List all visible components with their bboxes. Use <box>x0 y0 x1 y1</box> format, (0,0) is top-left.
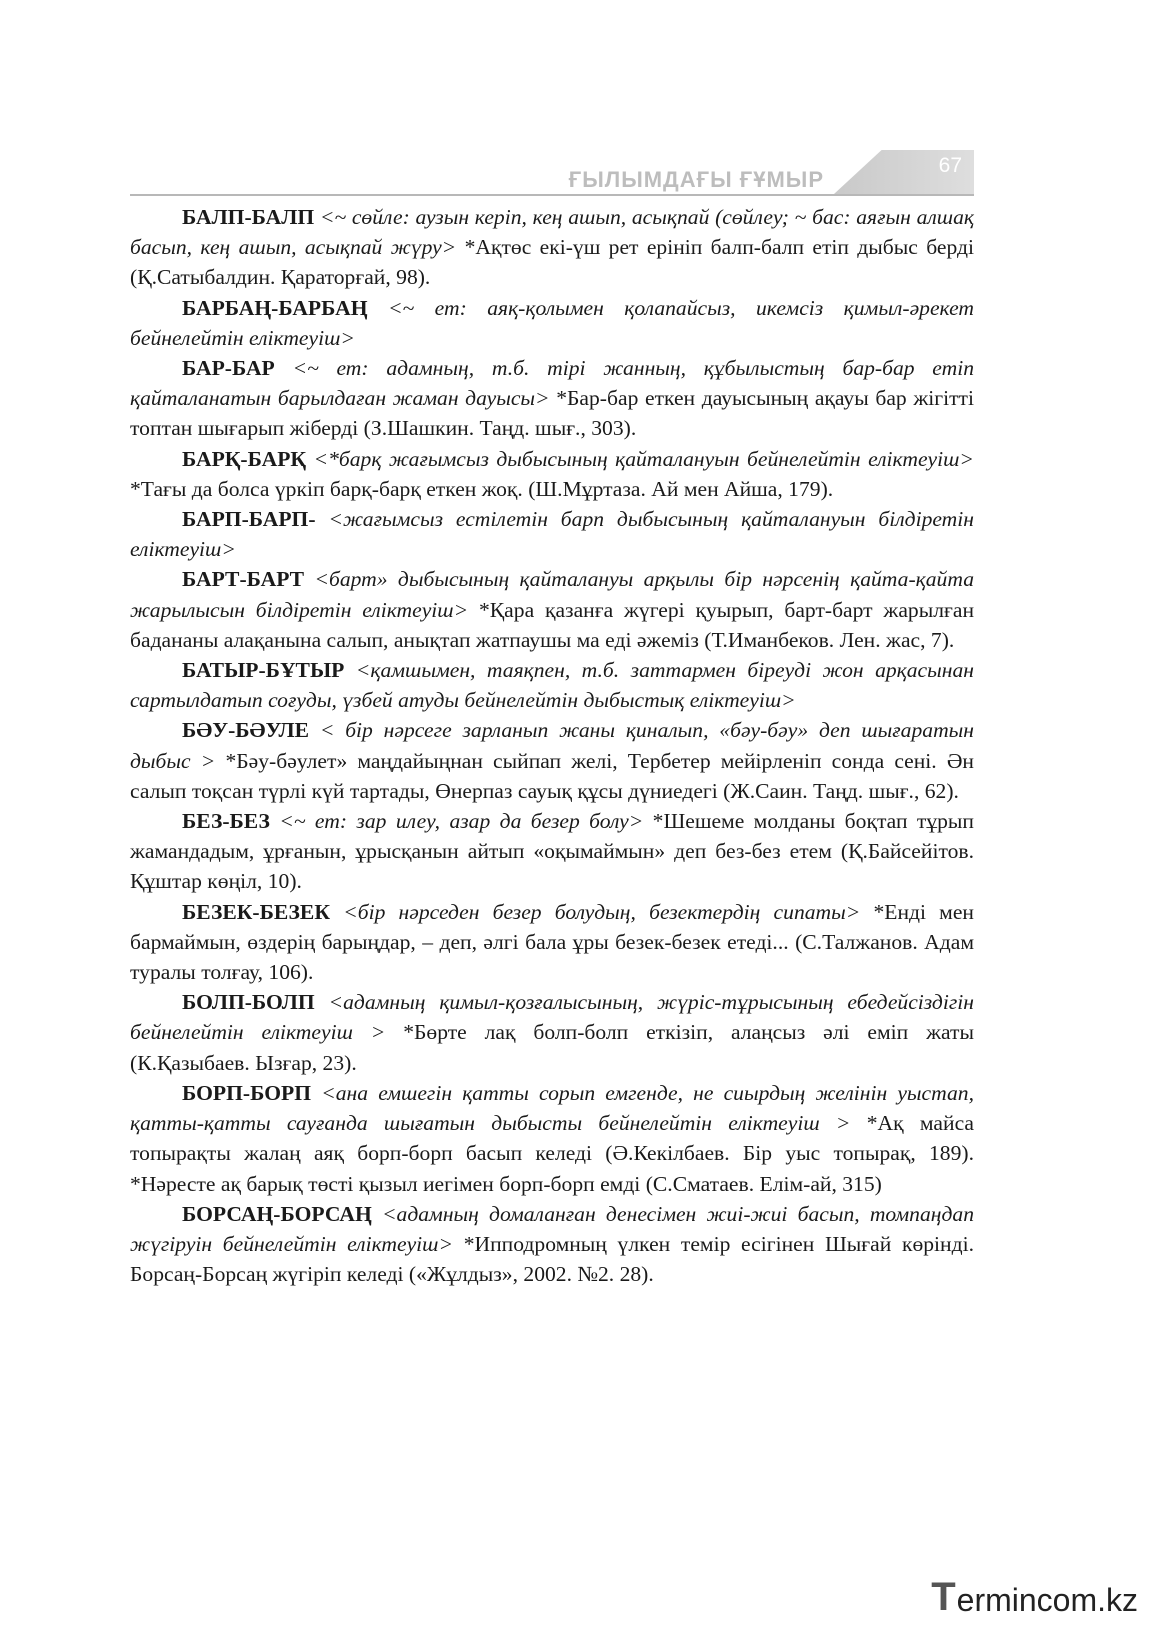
entry-headword: БАРБАҢ-БАРБАҢ <box>182 295 368 320</box>
entry-headword: БАР-БАР <box>182 356 275 381</box>
entry-headword: БАРҚ-БАРҚ <box>182 446 307 471</box>
entry-definition: <*барқ жағымсыз дыбысының қайталануын бейнелейтін еліктеуіш> <box>306 446 974 471</box>
entry-example: *Ақтөс екі-үш рет ерініп балп-балп етіп дыбыс берді (Қ.Сатыбалдин. Қараторғай, 98). <box>130 235 975 290</box>
entry-definition: < бір нәрсеге зарланып жаны қиналып, «бәу-бәу» деп шығаратын дыбыс > <box>130 718 974 773</box>
dictionary-entry <box>130 1199 974 1290</box>
dictionary-entry <box>130 1078 974 1199</box>
entry-definition: <жағымсыз естілетін барп дыбысының қайталануын білдіретін еліктеуіш> <box>130 507 974 562</box>
entry-example: *Бар-бар еткен дауысының ақауы бар жігітті топтан шығарып жіберді (З.Шашкин. Таңд. шығ., 303). <box>130 386 974 441</box>
entry-definition: <адамның қимыл-қозғалысының, жүріс-тұрысының ебедейсіздігін бейнелейтін еліктеуіш > <box>130 990 974 1045</box>
entry-definition: <бір нәрседен безер болудың, безектердің сипаты> <box>330 899 861 924</box>
entry-example: *Қара қазанға жүгері қуырып, барт-барт жарылған бадананы алақанына салып, анықтап жатпаушы ма еді әжеміз (Т.Иманбеков. Лен. жас, 7). <box>130 597 975 652</box>
entry-example: *Ақ майса топырақты жалаң аяқ борп-борп басып келеді (Ә.Кекілбаев. Бір уыс топырақ, 189). *Нәресте ақ барық төсті қызыл иегімен борп-борп емді (С.Сматаев. Елім-ай, 315) <box>130 1111 974 1196</box>
watermark-logo-letter: T <box>931 1575 956 1619</box>
dictionary-entry <box>130 655 974 715</box>
entry-definition: <~ ет: адамның, т.б. тірі жанның, құбылыстың бар-бар етіп қайталанатын барылдаған жаман дауысы> <box>130 356 974 411</box>
dictionary-entry <box>130 897 974 988</box>
entry-headword: БОРП-БОРП <box>182 1080 312 1105</box>
running-title: ҒЫЛЫМДАҒЫ ҒҰМЫР <box>568 167 824 192</box>
entry-definition: <адамның домаланған денесімен жиі-жиі басып, томпаңдап жүгіруін бейнелейтін еліктеуіш> <box>130 1201 974 1256</box>
entry-example: *Бөрте лақ болп-болп еткізіп, алаңсыз әлі еміп жаты (К.Қазыбаев. Ызғар, 23). <box>130 1020 974 1075</box>
watermark-logo-text: ermincom.kz <box>956 1582 1138 1618</box>
entry-headword: БЕЗЕК-БЕЗЕК <box>182 899 330 924</box>
header-rule <box>130 194 974 196</box>
dictionary-entry <box>130 715 974 806</box>
dictionary-entry <box>130 987 974 1078</box>
dictionary-entries <box>130 202 974 1289</box>
running-header <box>130 148 974 196</box>
entry-example: *Тағы да болса үркіп барқ-барқ еткен жоқ. (Ш.Мұртаза. Ай мен Айша, 179). <box>130 476 834 501</box>
dictionary-entry <box>130 353 974 444</box>
entry-example: *Бәу-бәулет» маңдайыңнан сыйпап желі, Тербетер мейірленіп сонда сені. Ән салып тоқсан түрлі күй тартады, Өнерпаз сауық құсы дүниедегі (Ж.Саин. Таңд. шығ., 62). <box>130 748 974 803</box>
entry-definition: <ана емшегін қатты сорып емгенде, не сиырдың желінін уыстап, қатты-қатты сауғанда шығатын дыбысты бейнелейтін еліктеуіш > <box>130 1080 974 1136</box>
entry-headword: БЕЗ-БЕЗ <box>182 809 270 834</box>
entry-definition: <~ ет: зар илеу, азар да безер болу> <box>269 809 644 834</box>
entry-headword: БАЛП-БАЛП <box>182 205 315 229</box>
dictionary-entry <box>130 806 974 897</box>
dictionary-entry <box>130 504 974 564</box>
entry-headword: БАТЫР-БҰТЫР <box>182 658 345 683</box>
entry-definition: <~ сөйле: аузын керіп, кең ашып, асықпай (сөйлеу; ~ бас: аяғын алшақ басып, кең ашып, асықпай жүру> <box>130 205 974 260</box>
site-watermark <box>931 1577 1138 1617</box>
entry-definition: <~ ет: аяқ-қолымен қолапайсыз, икемсіз қимыл-әрекет бейнелейтін еліктеуіш> <box>130 295 974 350</box>
page-number: 67 <box>938 154 962 177</box>
entry-example: *Енді мен бармаймын, өздерің барыңдар, – деп, әлгі бала ұры безек-безек етеді... (С.Талжанов. Адам туралы толғау, 106). <box>130 899 974 985</box>
entry-definition: <барт» дыбысының қайталануы арқылы бір нәрсенің қайта-қайта жарылысын білдіретін еліктеуіш> <box>130 567 974 622</box>
entry-headword: БОЛП-БОЛП <box>182 990 315 1015</box>
entry-headword: БАРТ-БАРТ <box>182 567 305 592</box>
entry-definition: <қамшымен, таяқпен, т.б. заттармен біреуді жон арқасынан сартылдатып соғуды, үзбей атуды бейнелейтін дыбыстық еліктеуіш> <box>130 658 974 713</box>
entry-headword: БАРП-БАРП- <box>182 507 316 532</box>
dictionary-entry <box>130 444 974 504</box>
entry-headword: БОРСАҢ-БОРСАҢ <box>182 1201 372 1226</box>
entry-headword: БӘУ-БӘУЛЕ <box>182 718 309 743</box>
dictionary-entry <box>130 293 974 353</box>
dictionary-entry <box>130 564 974 655</box>
entry-example: *Ипподромның үлкен темір есігінен Шығай көрінді. Борсаң-Борсаң жүгіріп келеді («Жұлдыз», 2002. №2. 28). <box>130 1231 975 1287</box>
entry-example: *Шешеме молданы боқтап тұрып жамандадым, ұрғанын, ұрысқанын айтып «оқымаймын» деп без-без етем (Қ.Байсейітов. Құштар көңіл, 10). <box>130 809 974 894</box>
dictionary-entry <box>130 202 974 293</box>
